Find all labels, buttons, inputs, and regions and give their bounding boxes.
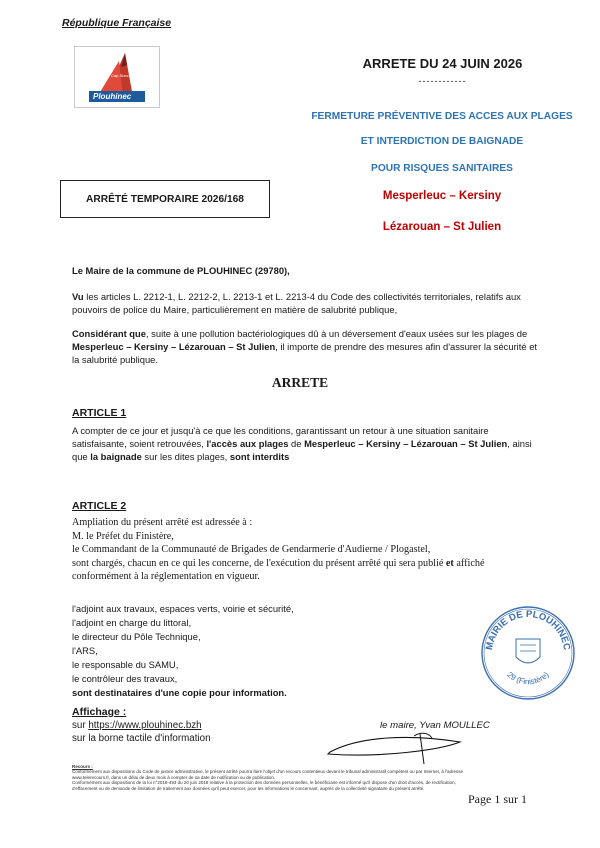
considerant-text-2: , il importe de prendre des mesures afin d'assurer la sécurité et la salubrité publique. <box>72 340 538 365</box>
article-1-title: ARTICLE 1 <box>72 407 127 419</box>
a1-bold-1: l'accès aux plages <box>206 437 289 449</box>
logo-name: Plouhinec <box>93 92 132 101</box>
signature-label: le maire, Yvan MOULLEC <box>380 720 490 731</box>
page-number: Page 1 sur 1 <box>468 792 527 806</box>
list-item: l'ARS, <box>72 645 98 656</box>
destinataires-line <box>72 686 542 700</box>
footer-line: Conformément aux dispositions de la loi n°2018-493 du 20 juin 2018 relative à la protection des données personnelles, le bénéficiaire est informé qu'il dispose d'un droit d'accès, de rectification, <box>72 780 456 786</box>
vu-text: les articles L. 2212-1, L. 2212-2, L. 2213-1 et L. 2213-4 du Code des collectivités territoriales, relatifs aux pouvoirs de police du Maire, particulièrement en matière de salubrité publique, <box>72 291 521 315</box>
affichage-title: Affichage : <box>72 706 127 718</box>
republique-francaise: République Française <box>62 17 172 29</box>
arrete-title: ARRETE DU 24 JUIN 2026 <box>362 56 523 71</box>
subject-line-1: FERMETURE PRÉVENTIVE DES ACCES AUX PLAGES <box>311 111 573 122</box>
charges-text-1: sont chargés, chacun en ce qui les concerne, de l'exécution du présent arrêté qui sera publié <box>72 557 446 569</box>
article-1-body <box>72 425 542 463</box>
ampliation-line: Ampliation du présent arrêté est adressée à : <box>72 517 253 528</box>
a1-bold-2: Mesperleuc – Kersiny – Lézarouan – St Julien <box>304 437 508 449</box>
mairie-stamp <box>478 603 578 703</box>
footer-line: d'effacement ou de demande de limitation de traitement aux données qu'il peut exercer, pour les informations le concernant, auprès de la collectivité signataire du présent arrêté. <box>72 785 425 791</box>
considerant-beaches: Mesperleuc – Kersiny – Lézarouan – St Julien <box>72 340 276 352</box>
list-item: le responsable du SAMU, <box>72 659 179 670</box>
considerant-text-1: , suite à une pollution bactériologiques dû à un déversement d'eaux usées sur les plages de <box>145 328 528 339</box>
svg-text:29 (Finistère) <box>505 670 551 686</box>
borne-line: sur la borne tactile d'information <box>72 732 211 744</box>
a1-text-1: A compter de ce jour et jusqu'à ce que les conditions, garantissant un retour à une situation sanitaire satisfaisante, soient retrouvées, <box>72 425 489 449</box>
footer-recours <box>72 764 532 791</box>
beach-names-2: Lézarouan – St Julien <box>382 221 502 233</box>
a1-text-4: sur les dites plages, <box>141 450 230 462</box>
prefet-line: M. le Préfet du Finistère, <box>72 530 174 542</box>
list-item: l'adjoint en charge du littoral, <box>72 617 192 628</box>
a1-text-3: , ainsi que <box>72 437 532 462</box>
recours-title: Recours : <box>72 764 93 769</box>
logo-tagline: Cap-Sizun <box>111 73 130 78</box>
a1-bold-4: sont interdits <box>229 450 290 462</box>
vu-paragraph <box>72 291 542 317</box>
dest-bold-2: copie pour information. <box>182 687 287 698</box>
dest-bold-1: sont destinataires <box>72 687 153 698</box>
gendarmerie-line: le Commandant de la Communauté de Brigades de Gendarmerie d'Audierne / Plogastel, <box>72 544 431 556</box>
list-item: le directeur du Pôle Technique, <box>72 631 201 642</box>
signature-scribble-icon <box>320 728 470 768</box>
considerant-paragraph <box>72 328 542 366</box>
reference-box <box>60 180 270 218</box>
list-item: l'adjoint aux travaux, espaces verts, voirie et sécurité, <box>72 603 294 614</box>
vu-label: Vu <box>72 291 84 302</box>
affichage-prefix: sur <box>72 720 89 731</box>
charges-et: et <box>445 557 454 569</box>
beach-names-1: Mesperleuc – Kersiny <box>382 190 502 202</box>
arrete-heading: ARRETE <box>271 375 329 390</box>
website-link[interactable]: https://www.plouhinec.bzh <box>88 720 202 731</box>
charges-text-2: affiché conformément à la réglementation en vigueur. <box>72 557 485 583</box>
article-2-ampliation <box>72 516 542 584</box>
stamp-top-text: MAIRIE DE PLOUHINEC <box>484 608 572 651</box>
subject-line-2: ET INTERDICTION DE BAIGNADE <box>360 136 524 147</box>
official-seal-icon <box>478 603 578 703</box>
reference-number: ARRÊTÉ TEMPORAIRE 2026/168 <box>86 193 244 205</box>
a1-bold-3: la baignade <box>90 450 142 462</box>
a1-text-2: de <box>288 437 305 449</box>
charges-paragraph <box>72 557 542 584</box>
subject-line-3: POUR RISQUES SANITAIRES <box>371 163 513 174</box>
recipients-list <box>72 602 542 700</box>
dest-text: d'une <box>152 687 183 698</box>
considerant-label: Considérant que <box>72 328 146 339</box>
stamp-bottom-text: 29 (Finistère) <box>505 670 551 687</box>
footer-line: Conformément aux dispositions du Code de justice administrative, le présent arrêté pourra faire l'objet d'un recours contentieux devant le tribunal administratif compétent ou par Internet, à l'adresse <box>72 769 464 775</box>
plouhinec-logo <box>74 46 160 108</box>
title-separator: ------------ <box>418 76 467 86</box>
footer-line: www.telerecours.fr, dans un délai de deux mois à compter de sa date de notification ou de publication. <box>72 774 276 780</box>
maire-line: Le Maire de la commune de PLOUHINEC (29780), <box>72 265 290 276</box>
article-2-title: ARTICLE 2 <box>72 500 127 512</box>
list-item: le contrôleur des travaux, <box>72 673 178 684</box>
